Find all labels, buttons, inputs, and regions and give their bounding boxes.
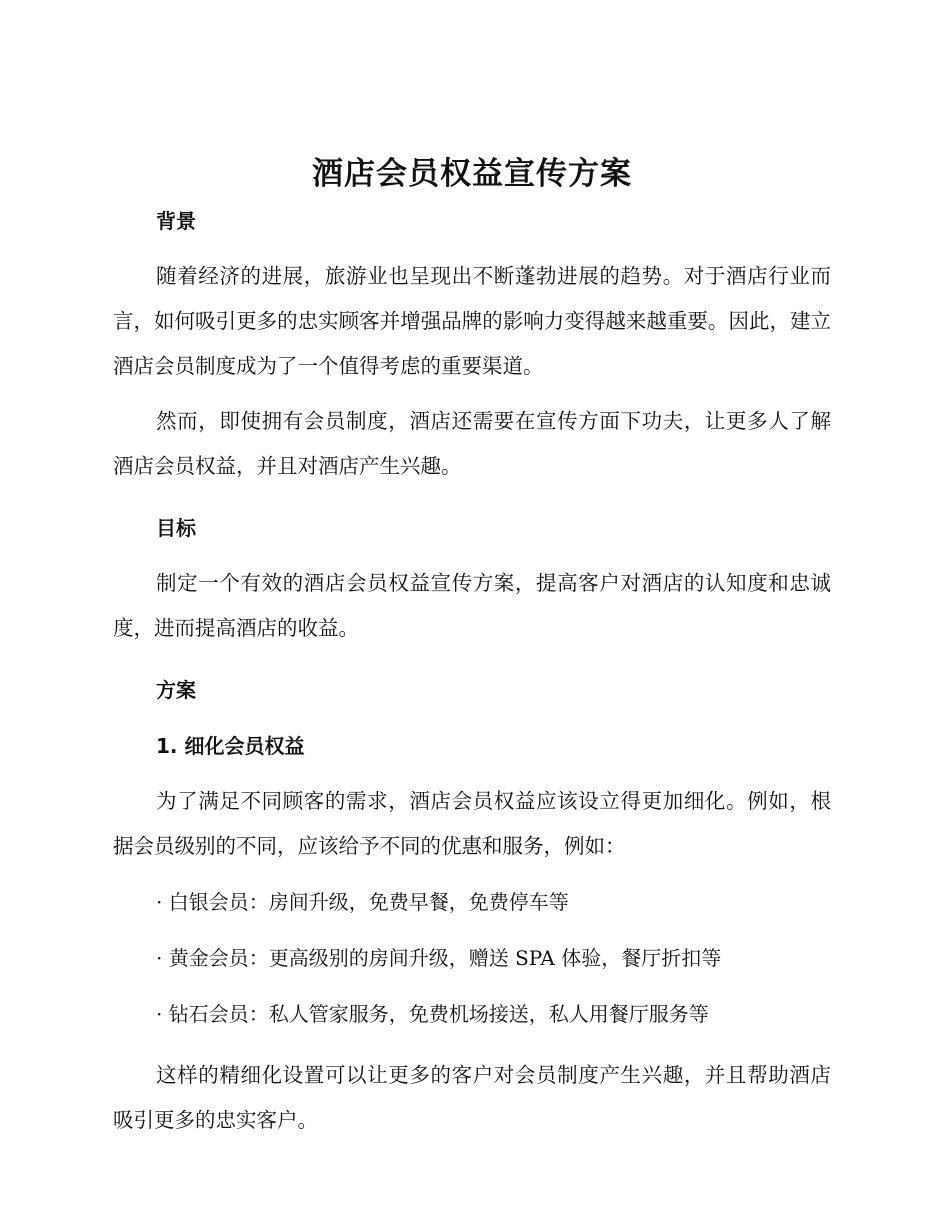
spacer [113,489,831,511]
spacer [113,707,831,729]
list-item-gold: · 黄金会员：更高级别的房间升级，赠送 SPA 体验，餐厅折扣等 [156,946,722,970]
subsection-heading: 1. 细化会员权益 [156,734,305,758]
spacer [113,763,831,779]
section-heading-background: 背景 [156,209,196,233]
spacer [113,1031,831,1053]
document-body [113,148,831,1143]
list-item-silver: · 白银会员：房间升级，免费早餐，免费停车等 [156,890,569,914]
section-heading-plan: 方案 [156,678,196,702]
spacer [113,651,831,673]
plan-conclusion-paragraph: 这样的精细化设置可以让更多的客户对会员制度产生兴趣，并且帮助酒店吸引更多的忠实客户。 [113,1063,831,1132]
document-title: 酒店会员权益宣传方案 [312,156,632,192]
spacer [113,238,831,254]
spacer [113,545,831,561]
section-heading-goal: 目标 [156,516,196,540]
plan-intro-paragraph: 为了满足不同顾客的需求，酒店会员权益应该设立得更加细化。例如，根据会员级别的不同，应该给予不同的优惠和服务，例如： [113,789,831,858]
spacer [113,975,831,997]
list-item-diamond: · 钻石会员：私人管家服务，免费机场接送，私人用餐厅服务等 [156,1002,709,1026]
goal-paragraph-1: 制定一个有效的酒店会员权益宣传方案，提高客户对酒店的认知度和忠诚度，进而提高酒店的收益。 [113,571,831,640]
background-paragraph-2: 然而，即使拥有会员制度，酒店还需要在宣传方面下功夫，让更多人了解酒店会员权益，并且对酒店产生兴趣。 [113,409,831,478]
spacer [113,869,831,885]
spacer [113,389,831,399]
spacer [113,919,831,941]
background-paragraph-1: 随着经济的进展，旅游业也呈现出不断蓬勃进展的趋势。对于酒店行业而言，如何吸引更多的忠实顾客并增强品牌的影响力变得越来越重要。因此，建立酒店会员制度成为了一个值得考虑的重要渠道。 [113,264,831,378]
